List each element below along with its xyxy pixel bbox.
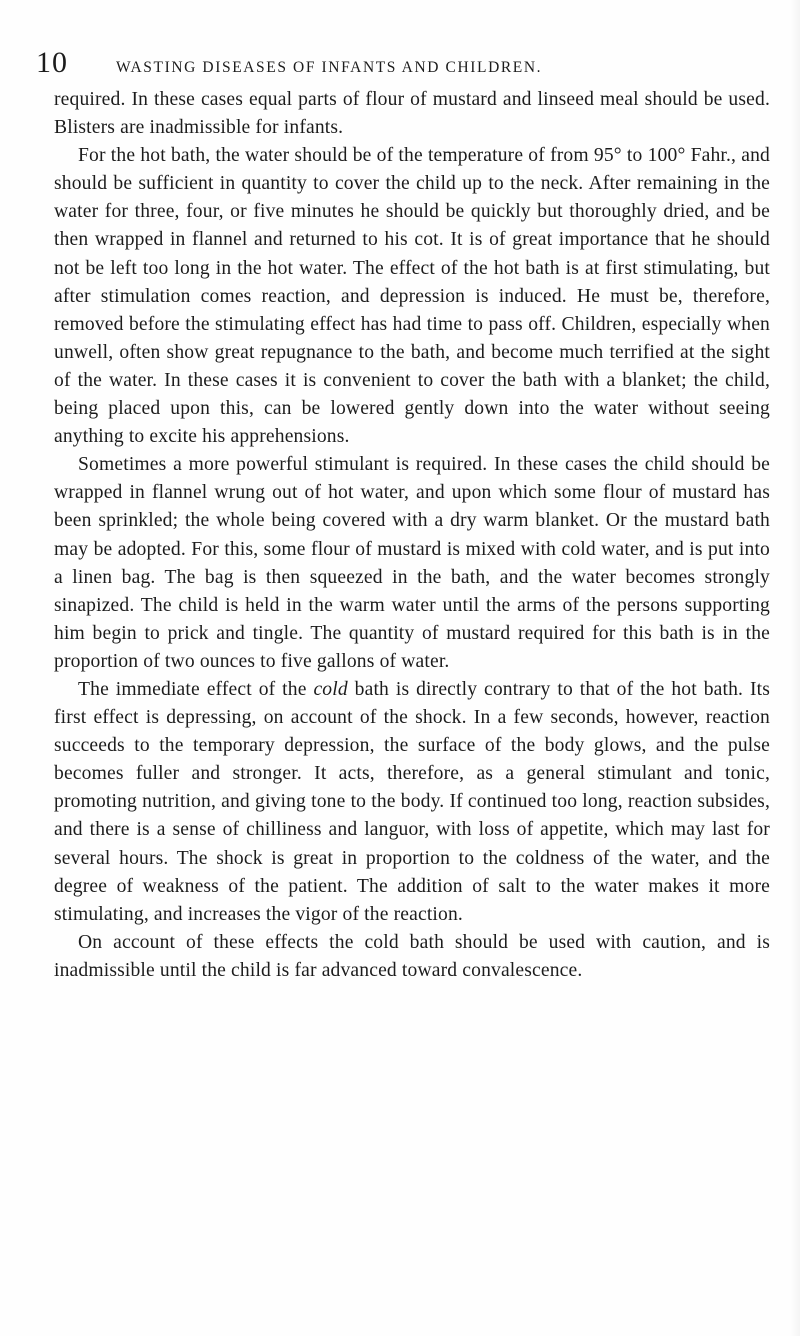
paragraph-hot-bath: For the hot bath, the water should be of the temperature of from 95° to 100° Fahr., and should be sufficient in quantity to cover the child up to the neck. After remaining in the water for three, four, or five minutes he should be quickly but thoroughly dried, and be then wrapped in flannel and returned to his cot. It is of great importance that he should not be left too long in the hot water. The effect of the hot bath is at first stimulating, but after stimulation comes reaction, and depression is induced. He must be, therefore, removed before the stimulating effect has had time to pass off. Children, especially when unwell, often show great repugnance to the bath, and become much terrified at the sight of the water. In these cases it is convenient to cover the bath with a blanket; the child, being placed upon this, can be lowered gently down into the water without seeing anything to excite his apprehensions.: [54, 145, 770, 448]
italic-word-cold: cold: [313, 678, 348, 700]
paragraph-continued: required. In these cases equal parts of flour of mustard and linseed meal should be used. Blisters are inadmissible for infants.: [54, 89, 770, 139]
paragraph-cold-bath-rest: bath is directly contrary to that of the hot bath. Its first effect is depressing, on account of the shock. In a few seconds, however, reaction succeeds to the temporary depression, the surface of the body glows, and the pulse becomes fuller and stronger. It acts, therefore, as a general stimulant and tonic, promoting nutrition, and giving tone to the body. If continued too long, reaction subsides, and there is a sense of chilliness and languor, with loss of appetite, which may last for several hours. The shock is great in proportion to the coldness of the water, and the degree of weakness of the patient. The addition of salt to the water makes it more stimulating, and increases the vigor of the reaction.: [54, 678, 771, 925]
paragraph-caution: On account of these effects the cold bath should be used with caution, and is inadmissible until the child is far advanced toward convalescence.: [54, 931, 770, 981]
running-head: [36, 46, 756, 86]
running-title: WASTING DISEASES OF INFANTS AND CHILDREN.: [116, 59, 543, 76]
paragraph-mustard-bath: Sometimes a more powerful stimulant is required. In these cases the child should be wrapped in flannel wrung out of hot water, and upon which some flour of mustard has been sprinkled; the whole being covered with a dry warm blanket. Or the mustard bath may be adopted. For this, some flour of mustard is mixed with cold water, and is put into a linen bag. The bag is then squeezed in the bath, and the water becomes strongly sinapized. The child is held in the warm water until the arms of the persons supporting him begin to prick and tingle. The quantity of mustard required for this bath is in the proportion of two ounces to five gallons of water.: [54, 454, 770, 672]
body-text: [54, 86, 770, 985]
paragraph-cold-bath-start: The immediate effect of the: [78, 678, 314, 700]
page-number: 10: [36, 46, 68, 79]
paragraph-cold-bath: [54, 676, 770, 929]
scan-edge-shadow: [790, 0, 800, 1336]
